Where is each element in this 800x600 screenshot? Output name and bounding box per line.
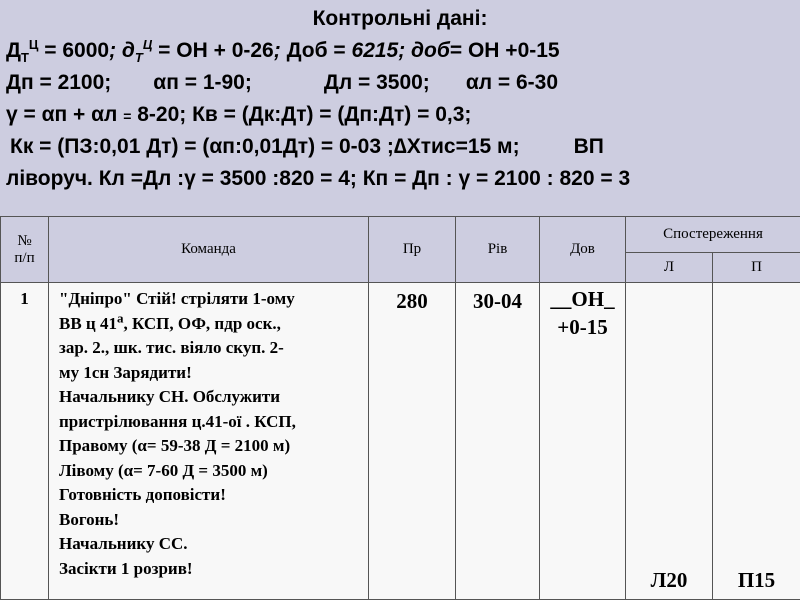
header-observations: Спостереження [626, 217, 800, 253]
header-title: Контрольні дані: [312, 7, 488, 30]
command-superscript: а [116, 309, 124, 325]
header-line-1 [6, 38, 560, 64]
command-line: Правому (α= 59-38 Д = 2100 м) [59, 436, 291, 455]
command-table [0, 216, 800, 600]
dt-value: = 6000 [38, 39, 110, 62]
header-pr: Пр [369, 217, 456, 283]
row-dov [540, 283, 626, 600]
al-value: αл = 6-30 [465, 71, 559, 94]
header-line-5: ліворуч. Кл =Дл :γ = 3500 :820 = 4; Кп = Дп : γ = 2100 : 820 = 3 [6, 167, 631, 190]
separator: ; [273, 39, 287, 62]
dt-angle-subscript: Т [134, 50, 143, 66]
dt-superscript: Ц [28, 37, 39, 52]
header-num-symbol: № [17, 232, 32, 249]
dl-value: Дл = 3500; [323, 71, 430, 94]
row-pr: 280 [369, 283, 456, 600]
dt-angle-superscript: Ц [142, 37, 153, 52]
dt-angle-value: = ОН + 0-26 [152, 39, 274, 62]
equals-small: = [123, 108, 132, 124]
dt-angle-symbol: ; д [109, 39, 135, 62]
row-obs-left [626, 283, 713, 600]
control-data-header [0, 0, 800, 214]
command-line: Начальнику СН. Обслужити [59, 387, 281, 406]
kk-formula: Кк = (ПЗ:0,01 Дт) = (αп:0,01Дт) = 0-03 ;∆Хтис=15 м; [10, 135, 520, 158]
header-line-4 [10, 134, 604, 160]
command-line: "Дніпро" Стій! стріляти 1-ому [59, 289, 295, 308]
command-line: ВВ ц $41^а$, КСП, ОФ, пдр оск., [59, 309, 281, 333]
command-line: Лівому (α= 7-60 Д = 3500 м) [59, 460, 268, 480]
dp-value: Дп = 2100; [6, 71, 112, 94]
row-num: 1 [1, 283, 49, 600]
obs-left-value: Л20 [650, 568, 688, 592]
header-obs-left: Л [626, 253, 713, 283]
row-riv: 30-04 [456, 283, 540, 600]
command-line: зар. 2., шк. тис. віяло скуп. 2- [59, 338, 284, 357]
header-line-2 [6, 70, 558, 96]
table-row [1, 283, 800, 600]
row-command [49, 283, 369, 600]
header-command: Команда [49, 217, 369, 283]
header-num [1, 217, 49, 283]
header-dov: Дов [540, 217, 626, 283]
dob-label: Доб = [286, 39, 352, 62]
kv-formula: 8-20; Кв = (Дк:Дт) = (Дп:Дт) = 0,3; [131, 103, 472, 126]
dob-angle-value: = ОН +0-15 [449, 39, 560, 62]
command-line: Вогонь! [59, 509, 120, 529]
dt-symbol: Д [6, 39, 21, 62]
gamma-formula: γ = αп + αл [6, 103, 124, 126]
dt-subscript: Т [20, 50, 29, 66]
obs-right-value: П15 [737, 568, 776, 592]
dov-line-1: __ОН_ [550, 287, 615, 311]
header-line-3 [6, 102, 471, 129]
command-line: Начальнику СС. [59, 534, 188, 553]
command-line: пристрілювання ц.41-ої . КСП, [59, 411, 296, 431]
dov-line-2: +0-15 [557, 315, 608, 339]
dob-value: 6215; доб [351, 39, 450, 62]
header-num-label: п/п [14, 249, 35, 266]
header-riv: Рів [456, 217, 540, 283]
ap-value: αп = 1-90; [153, 71, 252, 94]
row-obs-right [713, 283, 800, 600]
command-line: му 1сн Зарядити! [59, 362, 192, 382]
header-obs-right: П [713, 253, 800, 283]
command-line: Готовність доповісти! [59, 485, 226, 504]
vp-label: ВП [573, 135, 604, 158]
command-line: Засікти 1 розрив! [59, 558, 193, 578]
